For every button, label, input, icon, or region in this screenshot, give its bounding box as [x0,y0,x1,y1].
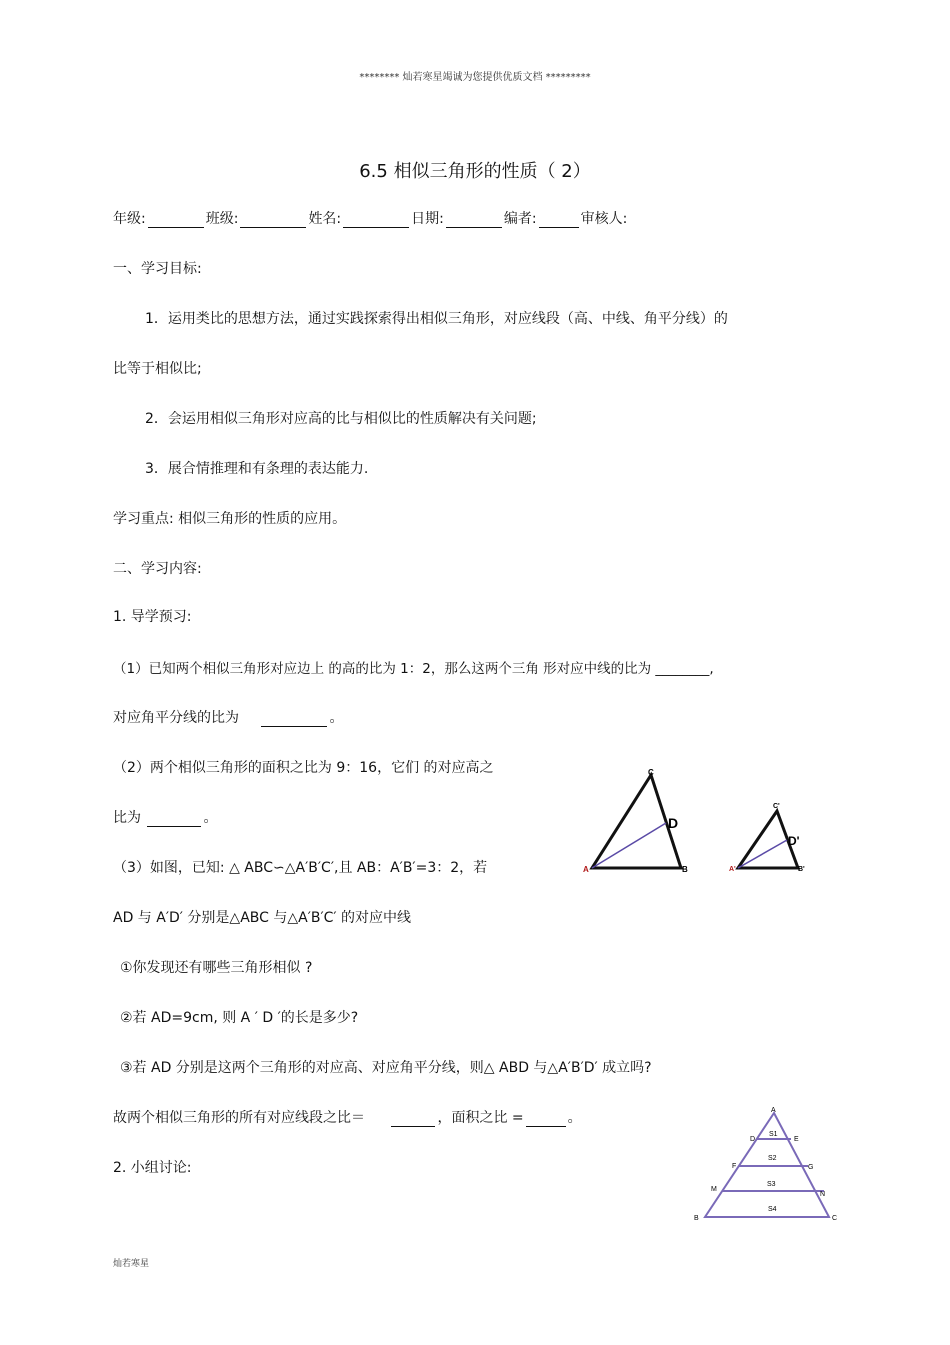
section-heading: 二、学习内容: [113,561,202,577]
median-ad [592,823,666,868]
period: 。 [567,1110,582,1126]
question-3-sub-3: ③若 AD 分别是这两个三角形的对应高、对应角平分线，则△ ABD 与△A′B′D′ 成立吗? [120,1060,652,1076]
grade-label: 年级: [113,211,146,227]
vertex-c-label: C [648,768,654,777]
answer-blank [147,812,201,827]
question-2-line-1: （2）两个相似三角形的面积之比为 9：16，它们 的对应高之 [113,760,494,776]
goal-3: 3．展合情推理和有条理的表达能力. [145,461,369,477]
region-s1-label: S1 [769,1131,778,1138]
point-b-label: B [694,1215,699,1222]
region-s4-label: S4 [768,1206,777,1213]
point-f-label: F [732,1163,737,1170]
point-n-label: N [820,1191,826,1198]
page-footer: 灿若寒星 [113,1259,150,1269]
point-g-label: G [808,1164,814,1171]
answer-blank [526,1112,566,1127]
strip-triangle-figure [690,1103,840,1225]
point-d-label: D [668,815,679,831]
section-heading: 一、学习目标: [113,261,202,277]
focus-line: 学习重点: 相似三角形的性质的应用。 [113,511,347,527]
answer-blank [391,1112,435,1127]
goal-2: 2．会运用相似三角形对应高的比与相似比的性质解决有关问题; [145,411,537,427]
question-3-sub-2: ②若 AD=9cm, 则 A ′ D ′的长是多少? [120,1010,359,1026]
vertex-c1-label: C' [773,803,780,810]
point-m-label: M [711,1186,717,1193]
vertex-b-label: B [682,865,688,874]
conclusion-line [113,1107,582,1127]
goal-1-line-2: 比等于相似比; [113,361,202,377]
point-a-label: A [771,1107,776,1114]
vertex-a1-label: A' [729,866,736,873]
point-c-label: C [832,1215,838,1222]
vertex-b1-label: B' [798,866,805,873]
goal-1-line-1: 1．运用类比的思想方法，通过实践探索得出相似三角形，对应线段（高、中线、角平分线）的 [145,311,728,327]
class-label: 班级: [205,211,239,227]
triangle-a1b1c1-figure [728,795,818,877]
date-blank [446,213,502,228]
vertex-a-label: A [583,865,589,874]
class-blank [240,213,306,228]
region-s2-label: S2 [768,1155,777,1162]
question-3-line-1: （3）如图，已知: △ ABC∽△A′B′C′,且 AB：A′B′=3：2，若 [113,860,488,876]
question-3-line-2: AD 与 A′D′ 分别是△ABC 与△A′B′C′ 的对应中线 [113,910,412,926]
median-a1d1 [738,840,787,868]
conclusion-text: 故两个相似三角形的所有对应线段之比＝ [113,1110,365,1126]
question-2-text: 比为 [113,810,141,826]
conclusion-mid: ，面积之比 = [437,1110,524,1126]
question-2-line-2 [113,807,217,827]
point-d1-label: D' [788,834,800,848]
period: 。 [203,810,218,826]
preview-heading: 1. 导学预习: [113,609,192,625]
info-row [113,208,627,228]
date-label: 日期: [411,211,444,227]
reviewer-label: 审核人: [580,211,628,227]
point-e-label: E [794,1136,799,1143]
question-1-line-2 [113,707,343,727]
page-header: ******** 灿若寒星竭诚为您提供优质文档 ********* [359,72,591,83]
group-discussion-heading: 2. 小组讨论: [113,1160,192,1176]
page-title: 6.5 相似三角形的性质（ 2） [359,161,591,182]
period: 。 [329,710,344,726]
region-s3-label: S3 [767,1181,776,1188]
editor-label: 编者: [503,211,537,227]
editor-blank [539,213,579,228]
question-1-text: 对应角平分线的比为 [113,710,239,726]
name-blank [343,213,409,228]
question-3-sub-1: ①你发现还有哪些三角形相似 ? [120,960,313,976]
grade-blank [148,213,204,228]
triangle-abc-figure [580,765,700,877]
question-1-line-1: （1）已知两个相似三角形对应边上 的高的比为 1：2，那么这两个三角 形对应中线的比为 ________, [113,661,714,677]
name-label: 姓名: [308,211,342,227]
point-d-label: D [750,1136,756,1143]
answer-blank [261,712,327,727]
